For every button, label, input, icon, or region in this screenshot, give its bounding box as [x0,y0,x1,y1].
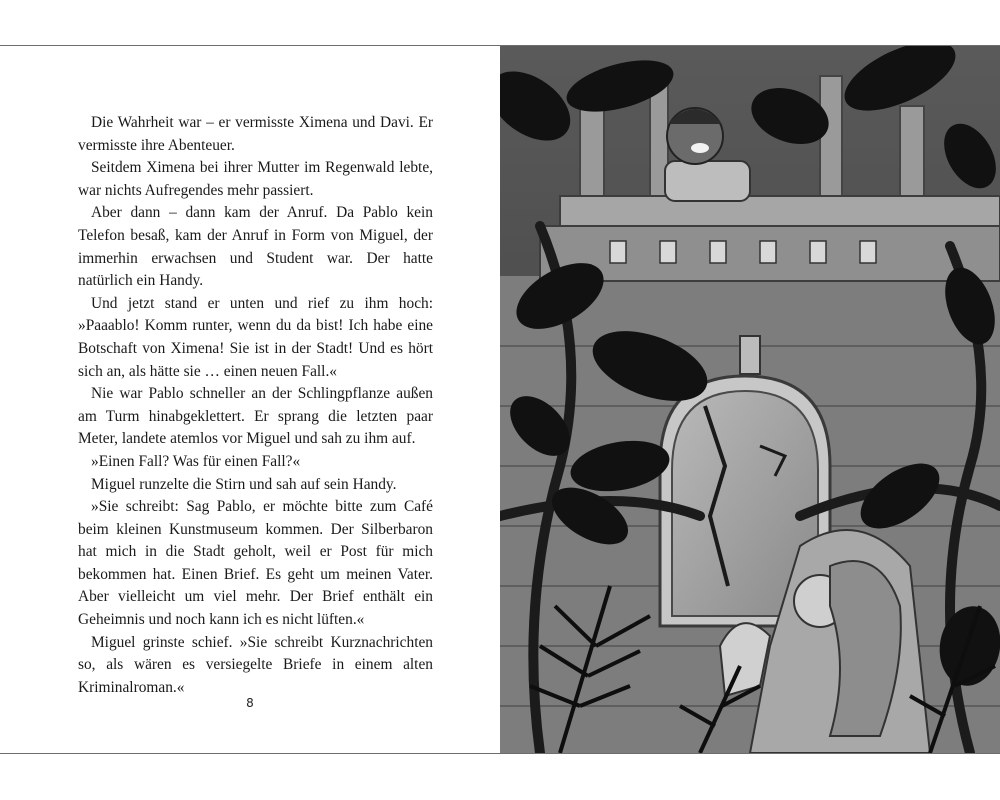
paragraph: Aber dann – dann kam der Anruf. Da Pablo kein Telefon besaß, kam der Anruf in Form von Miguel, der immerhin erwachsen und Student war. Der hatte natürlich ein Handy. [78,204,433,290]
paragraph: »Sie schreibt: Sag Pablo, er möchte bitte zum Café beim kleinen Kunstmuseum kommen. Der Silberbaron hat mich in die Stadt geholt, weil er Post für mich bekommen hat. Einen Brief. Es geht um meinen Vater. Aber vielleicht um viel mehr. Der Brief enthält ein Geheimnis und noch kann ich es nicht lüften.« [78,498,433,629]
right-page-illustration [500,46,1000,753]
text-column [78,112,433,699]
left-page [0,46,500,753]
paragraph: Die Wahrheit war – er vermisste Ximena und Davi. Er vermisste ihre Abenteuer. [78,114,433,154]
paragraph: Nie war Pablo schneller an der Schlingpflanze außen am Turm hinabgeklettert. Er sprang die letzten paar Meter, landete atemlos vor Miguel und sah zu ihm auf. [78,385,433,448]
bottom-rule [0,753,1000,754]
page-number: 8 [246,696,254,710]
paragraph: Und jetzt stand er unten und rief zu ihm hoch: »Paaablo! Komm runter, wenn du da bist! Ich habe eine Botschaft von Ximena! Sie ist in der Stadt! Und es hört sich an, als hätte sie … einen neuen Fall.« [78,294,433,380]
book-spread [0,46,1000,753]
paragraph: Miguel grinste schief. »Sie schreibt Kurznachrichten so, als wären es versiegelte Briefe in einem alten Kriminalroman.« [78,633,433,696]
paragraph: Miguel runzelte die Stirn und sah auf sein Handy. [91,475,397,493]
paragraph: Seitdem Ximena bei ihrer Mutter im Regenwald lebte, war nichts Aufregendes mehr passiert. [78,159,433,199]
balcony-rail [560,196,1000,226]
tower-illustration [500,46,1000,753]
paragraph: »Einen Fall? Was für einen Fall?« [91,452,301,470]
